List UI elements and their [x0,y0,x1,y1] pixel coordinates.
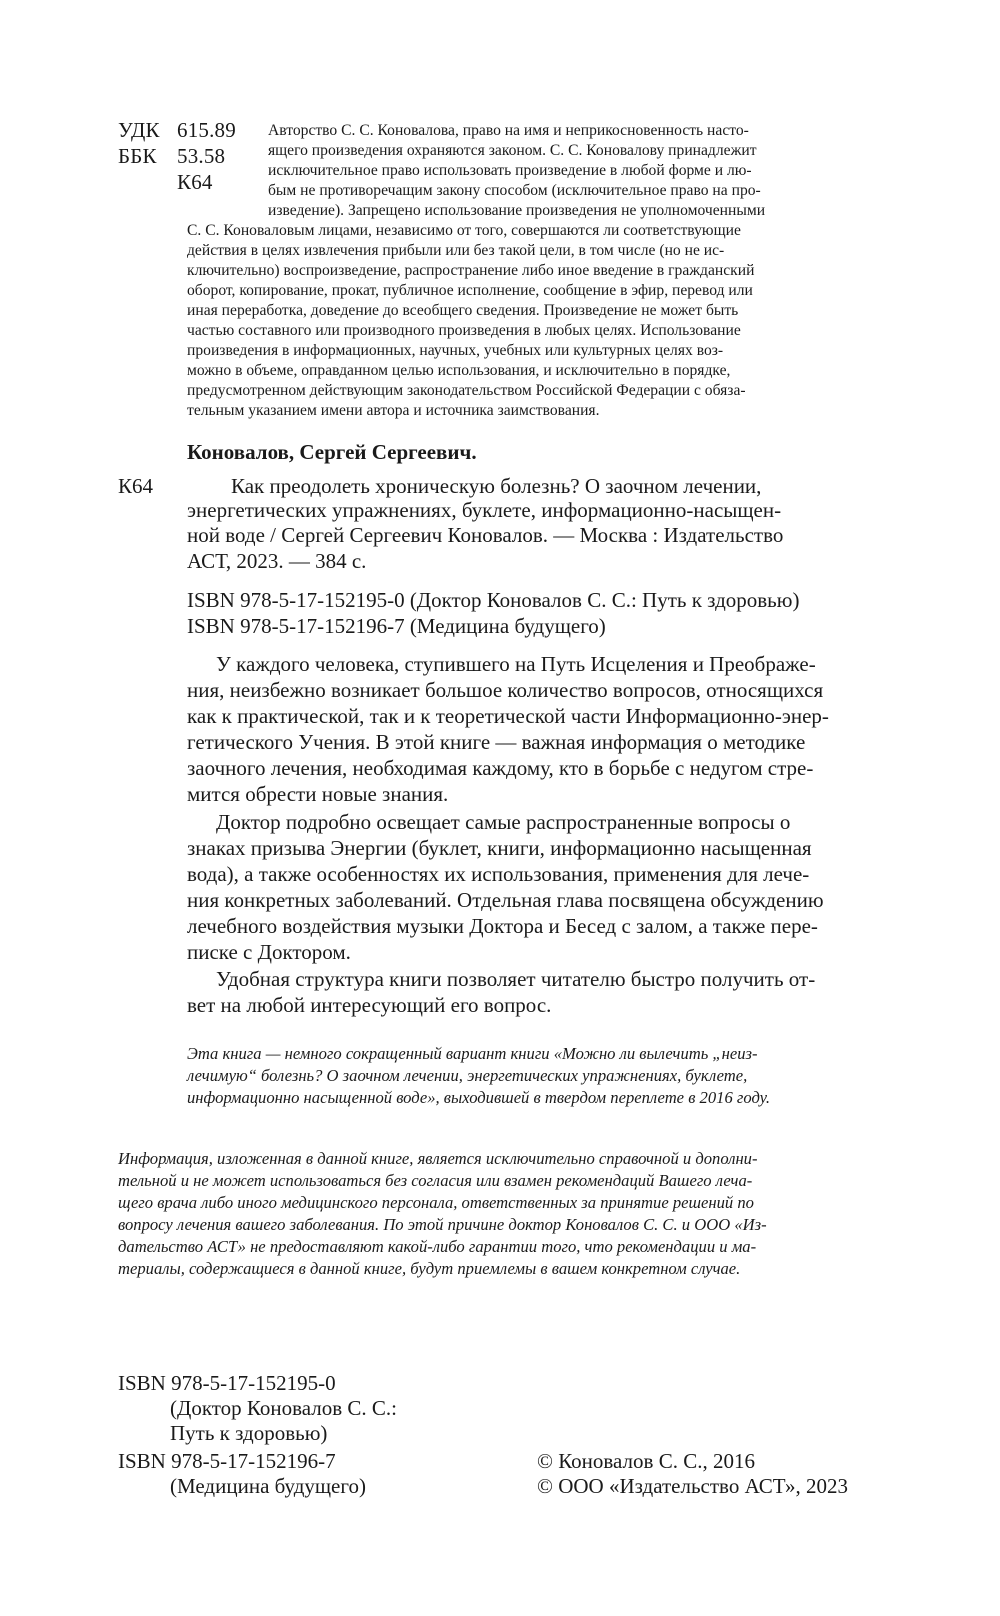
rights-line: можно в объеме, оправданном целью использования, и исключительно в порядке, [187,362,731,379]
edition-note-line: лечимую“ болезнь? О заочном лечении, энергетических упражнениях, буклете, [187,1066,748,1085]
rights-line: исключительное право использовать произведение в любой форме и лю- [268,162,752,179]
disclaimer-line: дательство АСТ» не предоставляют какой-либо гарантии того, что рекомендации и ма- [118,1237,757,1256]
disclaimer-line: вопросу лечения вашего заболевания. По этой причине доктор Коновалов С. С. и ООО «Из- [118,1215,767,1234]
annotation-line: ния конкретных заболеваний. Отдельная глава посвящена обсуждению [187,888,824,912]
annotation-line: ния, неизбежно возникает большое количество вопросов, относящихся [187,678,824,702]
copyright-publisher: © ООО «Издательство АСТ», 2023 [537,1474,848,1498]
rights-line: частью составного или производного произведения в любых целях. Использование [187,322,741,339]
rights-line: Авторство С. С. Коновалова, право на имя и неприкосновенность насто- [268,122,749,139]
rights-line: С. С. Коноваловым лицами, независимо от того, совершаются ли соответствующие [187,222,741,239]
annotation-line: писке с Доктором. [187,940,351,964]
record-author-mark: К64 [118,474,154,498]
disclaimer-line: тельной и не может использоваться без согласия или взамен рекомендаций Вашего леча- [118,1171,753,1190]
footer-isbn-2-series: (Медицина будущего) [170,1474,366,1498]
disclaimer-line: Информация, изложенная в данной книге, является исключительно справочной и дополни- [118,1149,758,1168]
udk-value: 615.89 [177,118,236,142]
annotation-line: Удобная структура книги позволяет читателю быстро получить от- [216,967,816,991]
rights-line: тельным указанием имени автора и источника заимствования. [187,402,600,419]
author-heading: Коновалов, Сергей Сергеевич. [187,440,477,464]
author-mark: К64 [177,170,213,194]
rights-line: изведение). Запрещено использование произведения не уполномоченными [268,202,766,219]
annotation-line: У каждого человека, ступившего на Путь Исцеления и Преображе- [216,652,816,676]
rights-line: ящего произведения охраняются законом. С. С. Коновалову принадлежит [268,142,757,159]
title-line: Как преодолеть хроническую болезнь? О заочном лечении, [231,474,762,498]
rights-line: ключительно) воспроизведение, распространение либо иное введение в гражданский [187,262,755,279]
title-line: ной воде / Сергей Сергеевич Коновалов. — Москва : Издательство [187,523,784,547]
disclaimer-line: щего врача либо иного медицинского персонала, ответственных за принятие решений по [118,1193,754,1212]
rights-line: предусмотренном действующим законодательством Российской Федерации с обяза- [187,382,746,399]
rights-line: бым не противоречащим закону способом (исключительное право на про- [268,182,761,199]
footer-isbn-1-series: Путь к здоровью) [170,1421,328,1445]
bbk-label: ББК [118,144,157,168]
isbn-line: ISBN 978-5-17-152196-7 (Медицина будущего) [187,614,606,638]
footer-isbn-1: ISBN 978-5-17-152195-0 [118,1371,336,1395]
udk-label: УДК [118,118,160,142]
disclaimer-line: териалы, содержащиеся в данной книге, будут приемлемы в вашем конкретном случае. [118,1259,741,1278]
isbn-line: ISBN 978-5-17-152195-0 (Доктор Коновалов С. С.: Путь к здоровью) [187,588,800,612]
footer-isbn-2: ISBN 978-5-17-152196-7 [118,1449,336,1473]
annotation-line: гетического Учения. В этой книге — важная информация о методике [187,730,806,754]
edition-note-line: Эта книга — немного сокращенный вариант книги «Можно ли вылечить „неиз- [187,1044,758,1063]
edition-note-line: информационно насыщенной воде», выходившей в твердом переплете в 2016 году. [187,1088,771,1107]
title-line: энергетических упражнениях, буклете, информационно-насыщен- [187,498,782,522]
annotation-line: мится обрести новые знания. [187,782,449,806]
bbk-value: 53.58 [177,144,226,168]
annotation-line: знаках призыва Энергии (буклет, книги, информационно насыщенная [187,836,812,860]
annotation-line: как к практической, так и к теоретической части Информационно-энер- [187,704,829,728]
rights-line: иная переработка, доведение до всеобщего сведения. Произведение не может быть [187,302,739,319]
rights-line: произведения в информационных, научных, учебных или культурных целях воз- [187,342,724,359]
footer-isbn-1-series: (Доктор Коновалов С. С.: [170,1396,397,1420]
title-line: АСТ, 2023. — 384 с. [187,549,367,573]
annotation-line: лечебного воздействия музыки Доктора и Бесед с залом, а также пере- [187,914,818,938]
annotation-line: вода), а также особенностях их использования, применения для лече- [187,862,810,886]
annotation-line: заочного лечения, необходимая каждому, кто в борьбе с недугом стре- [187,756,814,780]
annotation-line: вет на любой интересующий его вопрос. [187,993,552,1017]
annotation-line: Доктор подробно освещает самые распространенные вопросы о [216,810,791,834]
rights-line: действия в целях извлечения прибыли или без такой цели, в том числе (но не ис- [187,242,725,259]
copyright-author: © Коновалов С. С., 2016 [537,1449,755,1473]
rights-line: оборот, копирование, прокат, публичное исполнение, сообщение в эфир, перевод или [187,282,753,299]
